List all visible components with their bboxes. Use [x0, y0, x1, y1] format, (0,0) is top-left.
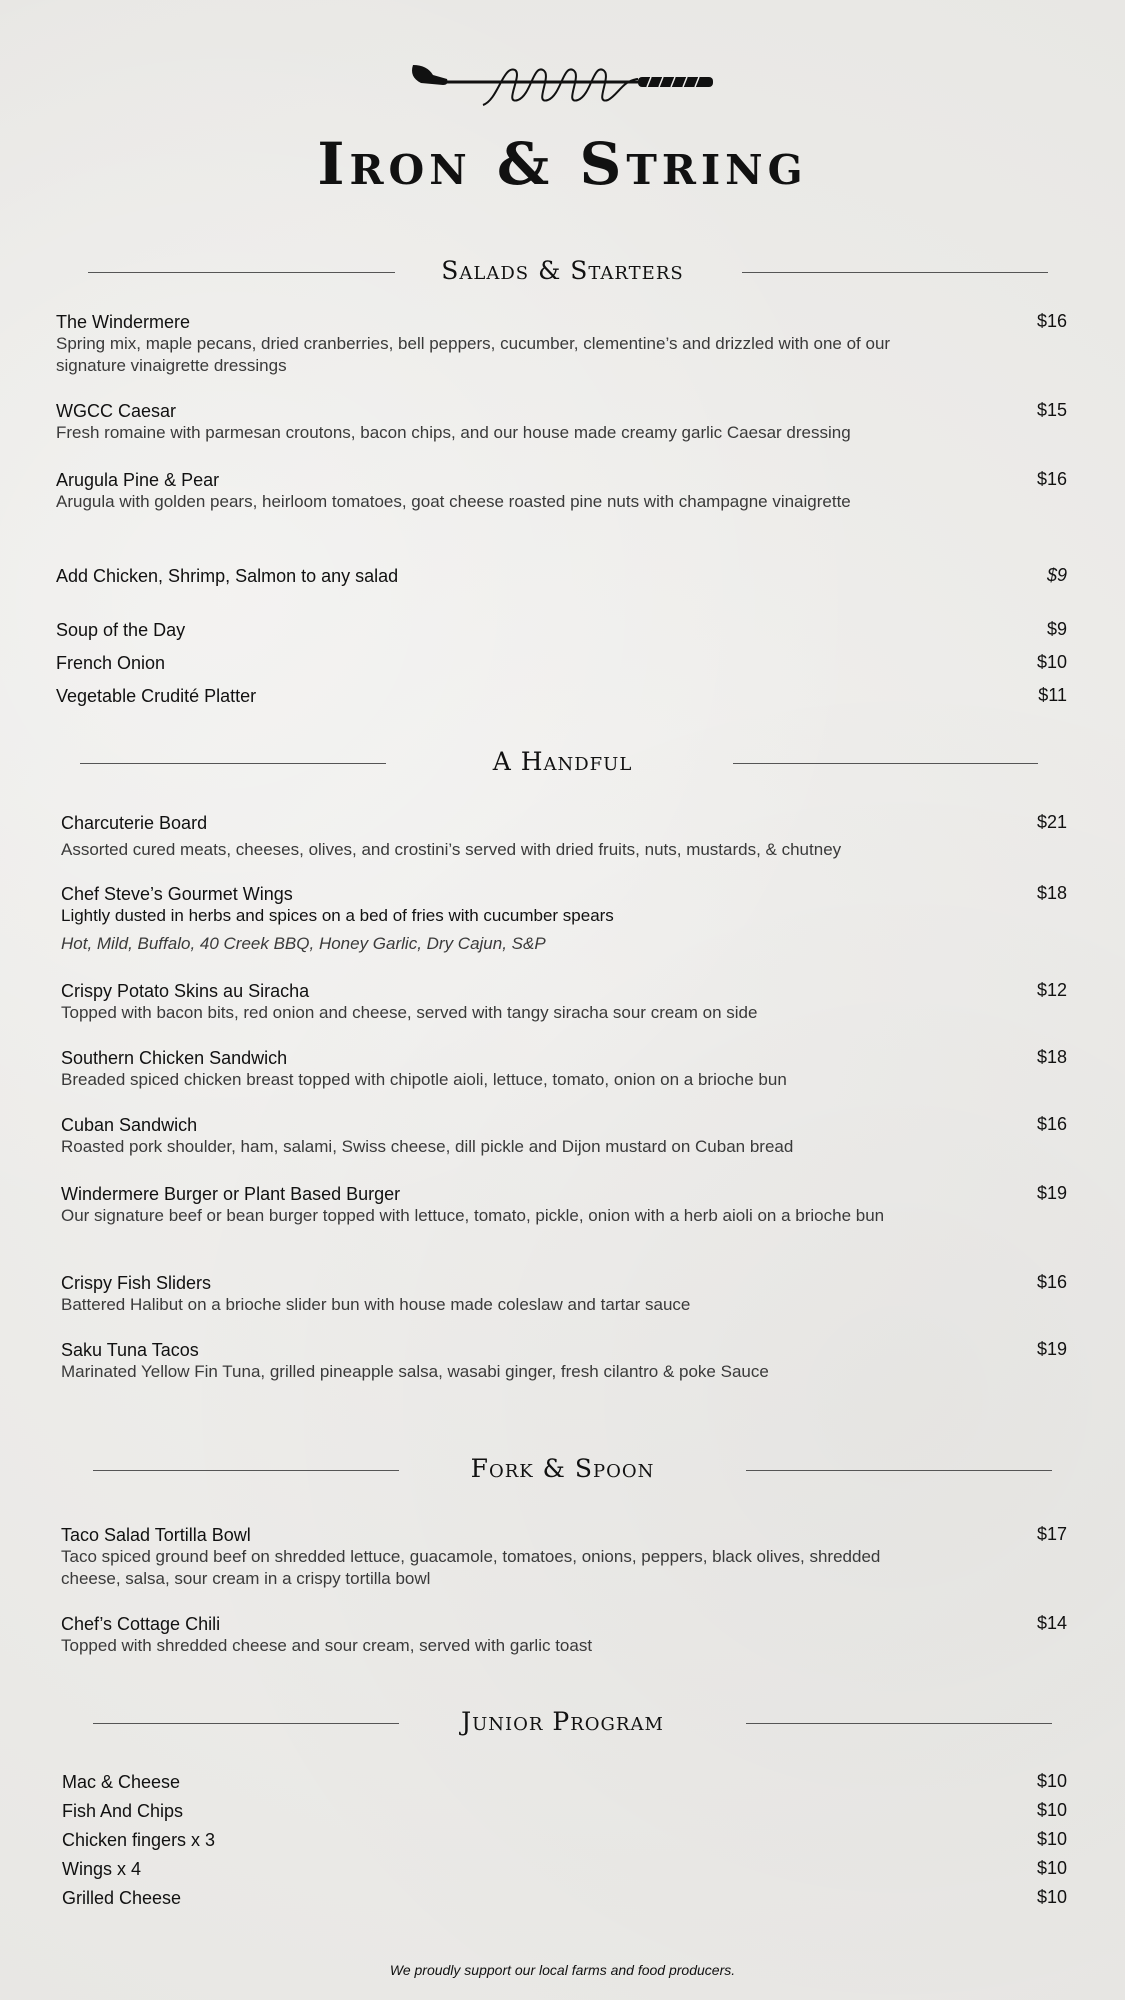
item-price: $17	[1036, 1524, 1067, 1544]
menu-item	[62, 1829, 762, 1851]
item-price: $16	[1036, 1272, 1067, 1292]
section-title: A Handful	[492, 747, 633, 776]
item-name: Soup of the Day	[56, 620, 186, 640]
item-name: Windermere Burger or Plant Based Burger	[61, 1184, 401, 1204]
item-name: Cuban Sandwich	[61, 1115, 198, 1135]
item-name: Saku Tuna Tacos	[61, 1340, 199, 1360]
menu-item	[61, 1339, 961, 1383]
menu-item	[62, 1887, 762, 1909]
divider	[742, 272, 1048, 273]
item-name: Southern Chicken Sandwich	[61, 1048, 288, 1068]
item-price: $19	[1036, 1183, 1067, 1203]
item-price: $18	[1036, 1047, 1067, 1067]
item-name: French Onion	[56, 653, 166, 673]
item-description: Our signature beef or bean burger topped with lettuce, tomato, pickle, onion with a herb aioli on a brioche bun	[61, 1206, 885, 1225]
item-name: Vegetable Crudité Platter	[56, 686, 257, 706]
item-price: $9	[1046, 619, 1067, 639]
divider	[733, 763, 1038, 764]
item-description: Fresh romaine with parmesan croutons, bacon chips, and our house made creamy garlic Caesar dressing	[56, 423, 851, 442]
item-price: $14	[1036, 1613, 1067, 1633]
footer-note: We proudly support our local farms and food producers.	[389, 1962, 736, 1978]
item-description: Taco spiced ground beef on shredded lettuce, guacamole, tomatoes, onions, peppers, black olives, shredded cheese, salsa, sour cream in a crispy tortilla bowl	[61, 1547, 881, 1588]
menu-item	[56, 469, 936, 513]
item-name: Wings x 4	[62, 1859, 142, 1879]
item-price: $10	[1036, 652, 1067, 672]
item-description: Breaded spiced chicken breast topped with chipotle aioli, lettuce, tomato, onion on a brioche bun	[61, 1070, 787, 1089]
menu-item	[61, 1047, 1001, 1091]
brand-title: Iron & String	[317, 130, 808, 198]
menu-item	[61, 1183, 941, 1227]
item-name: Add Chicken, Shrimp, Salmon to any salad	[56, 566, 399, 586]
item-name: Crispy Potato Skins au Siracha	[61, 981, 310, 1001]
menu-item	[56, 619, 856, 641]
menu-item	[61, 980, 961, 1024]
menu-item	[62, 1771, 762, 1793]
golf-club-logo	[0, 55, 1125, 125]
item-price: $16	[1036, 311, 1067, 331]
divider	[746, 1723, 1052, 1724]
item-price: $10	[1036, 1800, 1067, 1820]
item-name: Grilled Cheese	[62, 1888, 182, 1908]
menu-item	[62, 1858, 762, 1880]
section-header-junior	[0, 1703, 1125, 1743]
item-name: Chef’s Cottage Chili	[61, 1614, 221, 1634]
item-price: $10	[1036, 1771, 1067, 1791]
divider	[746, 1470, 1052, 1471]
item-name: Arugula Pine & Pear	[56, 470, 220, 490]
item-price: $9	[1046, 565, 1067, 585]
item-description: Marinated Yellow Fin Tuna, grilled pineapple salsa, wasabi ginger, fresh cilantro & poke Sauce	[61, 1362, 769, 1381]
menu-item	[61, 1114, 1001, 1158]
item-description: Topped with bacon bits, red onion and cheese, served with tangy siracha sour cream on side	[61, 1003, 758, 1022]
item-name: Charcuterie Board	[61, 813, 208, 833]
item-name: WGCC Caesar	[56, 401, 177, 421]
section-header-fork-spoon	[0, 1450, 1125, 1490]
menu-item	[56, 565, 856, 587]
item-price: $12	[1036, 980, 1067, 1000]
menu-item	[61, 1524, 941, 1590]
menu-item	[62, 1800, 762, 1822]
item-description: Arugula with golden pears, heirloom tomatoes, goat cheese roasted pine nuts with champagne vinaigrette	[56, 492, 851, 511]
section-title: Fork & Spoon	[470, 1454, 655, 1483]
item-subtitle: Lightly dusted in herbs and spices on a bed of fries with cucumber spears	[61, 906, 614, 925]
item-name: Taco Salad Tortilla Bowl	[61, 1525, 251, 1545]
item-description: Topped with shredded cheese and sour cream, served with garlic toast	[61, 1636, 593, 1655]
item-price: $19	[1036, 1339, 1067, 1359]
item-description: Battered Halibut on a brioche slider bun with house made coleslaw and tartar sauce	[61, 1295, 691, 1314]
menu-item	[56, 685, 856, 707]
section-header-salads	[0, 252, 1125, 292]
menu-item	[56, 311, 936, 377]
section-title: Salads & Starters	[441, 256, 684, 285]
item-description: Roasted pork shoulder, ham, salami, Swiss cheese, dill pickle and Dijon mustard on Cuban bread	[61, 1137, 794, 1156]
menu-item	[56, 400, 1016, 444]
menu-item	[56, 652, 856, 674]
item-name: Fish And Chips	[62, 1801, 184, 1821]
item-name: Chicken fingers x 3	[62, 1830, 216, 1850]
wing-flavors: Hot, Mild, Buffalo, 40 Creek BBQ, Honey Garlic, Dry Cajun, S&P	[61, 934, 546, 953]
item-price: $10	[1036, 1858, 1067, 1878]
item-name: Mac & Cheese	[62, 1772, 181, 1792]
item-price: $16	[1036, 1114, 1067, 1134]
item-name: Chef Steve’s Gourmet Wings	[61, 884, 293, 904]
item-price: $16	[1036, 469, 1067, 489]
item-price: $10	[1036, 1829, 1067, 1849]
item-price: $15	[1036, 400, 1067, 420]
item-description: Assorted cured meats, cheeses, olives, and crostini’s served with dried fruits, nuts, mustards, & chutney	[61, 840, 842, 859]
item-name: Crispy Fish Sliders	[61, 1273, 212, 1293]
item-name: The Windermere	[56, 312, 191, 332]
menu-item	[61, 1272, 961, 1316]
golf-club-icon	[403, 55, 723, 125]
item-description: Spring mix, maple pecans, dried cranberries, bell peppers, cucumber, clementine’s and drizzled with one of our signature vinaigrette dressings	[56, 334, 891, 375]
section-header-handful	[0, 743, 1125, 783]
menu-item	[61, 883, 961, 955]
menu-item	[61, 1613, 941, 1657]
item-price: $21	[1036, 812, 1067, 832]
item-price: $11	[1038, 685, 1067, 705]
menu-item	[61, 812, 1021, 861]
section-title: Junior Program	[461, 1707, 664, 1736]
item-price: $10	[1036, 1887, 1067, 1907]
item-price: $18	[1036, 883, 1067, 903]
